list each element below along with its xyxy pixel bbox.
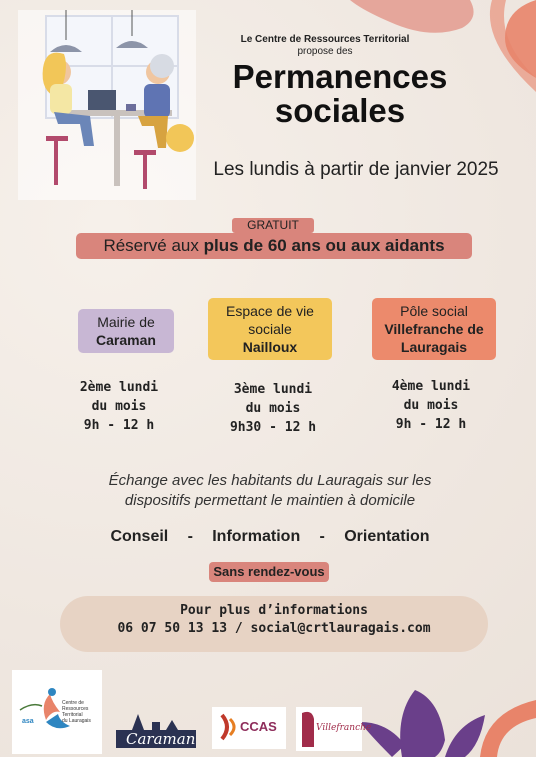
location-name: Villefranche de Lauragais <box>384 321 484 355</box>
no-appointment-badge: Sans rendez-vous <box>209 562 329 582</box>
location-nailloux <box>208 298 332 360</box>
crt-logo <box>12 670 102 754</box>
pink-blob-shape <box>350 0 474 33</box>
schedule-day: 4ème lundi <box>391 379 471 394</box>
schedule-villefranche <box>366 377 496 434</box>
location-villefranche <box>372 298 496 360</box>
eligibility-prefix: Réservé aux <box>103 236 204 255</box>
illustration-meeting <box>18 10 196 200</box>
schedule-hours: 9h - 12 h <box>83 418 155 433</box>
location-label: Pôle social <box>400 303 468 319</box>
caraman-logo-text: Caraman <box>126 730 196 748</box>
villefranche-logo <box>296 707 372 751</box>
crt-logo-text: Centre de Ressources Territorial du Lauragais <box>62 700 91 724</box>
schedule-day: 2ème lundi <box>79 380 159 395</box>
contact-heading: Pour plus d’informations <box>180 603 368 618</box>
location-caraman <box>78 309 174 353</box>
caraman-logo <box>112 706 202 750</box>
page-title <box>196 60 484 128</box>
schedule-nailloux <box>208 380 338 437</box>
eligibility-bold: plus de 60 ans ou aux aidants <box>203 236 445 255</box>
asa-logo-text: asa <box>22 718 34 725</box>
gratuit-badge: GRATUIT <box>232 218 314 233</box>
schedule-period: du mois <box>91 399 147 414</box>
description-line-1: Échange avec les habitants du Lauragais sur les <box>108 472 432 489</box>
ccas-logo-text: CCAS <box>240 719 277 734</box>
intro-line-propose: propose des <box>297 46 353 57</box>
contact-pill <box>60 596 488 652</box>
services-line: Conseil - Information - Orientation <box>110 528 430 545</box>
title-line-2: sociales <box>274 92 406 129</box>
location-label: Espace de vie sociale <box>226 303 314 337</box>
contact-details[interactable]: 06 07 50 13 13 / social@crtlauragais.com <box>117 621 431 636</box>
schedule-period: du mois <box>403 398 459 413</box>
eligibility-banner <box>76 233 472 259</box>
schedule-period: du mois <box>245 401 301 416</box>
orange-ring-shape <box>480 700 536 757</box>
location-label: Mairie de <box>97 314 155 330</box>
schedule-hours: 9h - 12 h <box>395 417 467 432</box>
intro-line-organisation: Le Centre de Ressources Territorial <box>240 34 410 45</box>
title-line-1: Permanences <box>232 58 448 95</box>
villefranche-logo-text: Villefranche <box>316 723 372 733</box>
schedule-day: 3ème lundi <box>233 382 313 397</box>
location-name: Caraman <box>96 332 156 348</box>
purple-leaf-shape <box>400 690 445 757</box>
description-line-2: dispositifs permettant le maintien à domicile <box>124 492 416 509</box>
description-text <box>60 471 480 511</box>
schedule-hours: 9h30 - 12 h <box>229 420 317 435</box>
location-name: Nailloux <box>242 339 298 355</box>
ccas-logo <box>212 707 286 749</box>
schedule-caraman <box>54 378 184 435</box>
dates-text: Les lundis à partir de janvier 2025 <box>213 159 499 180</box>
